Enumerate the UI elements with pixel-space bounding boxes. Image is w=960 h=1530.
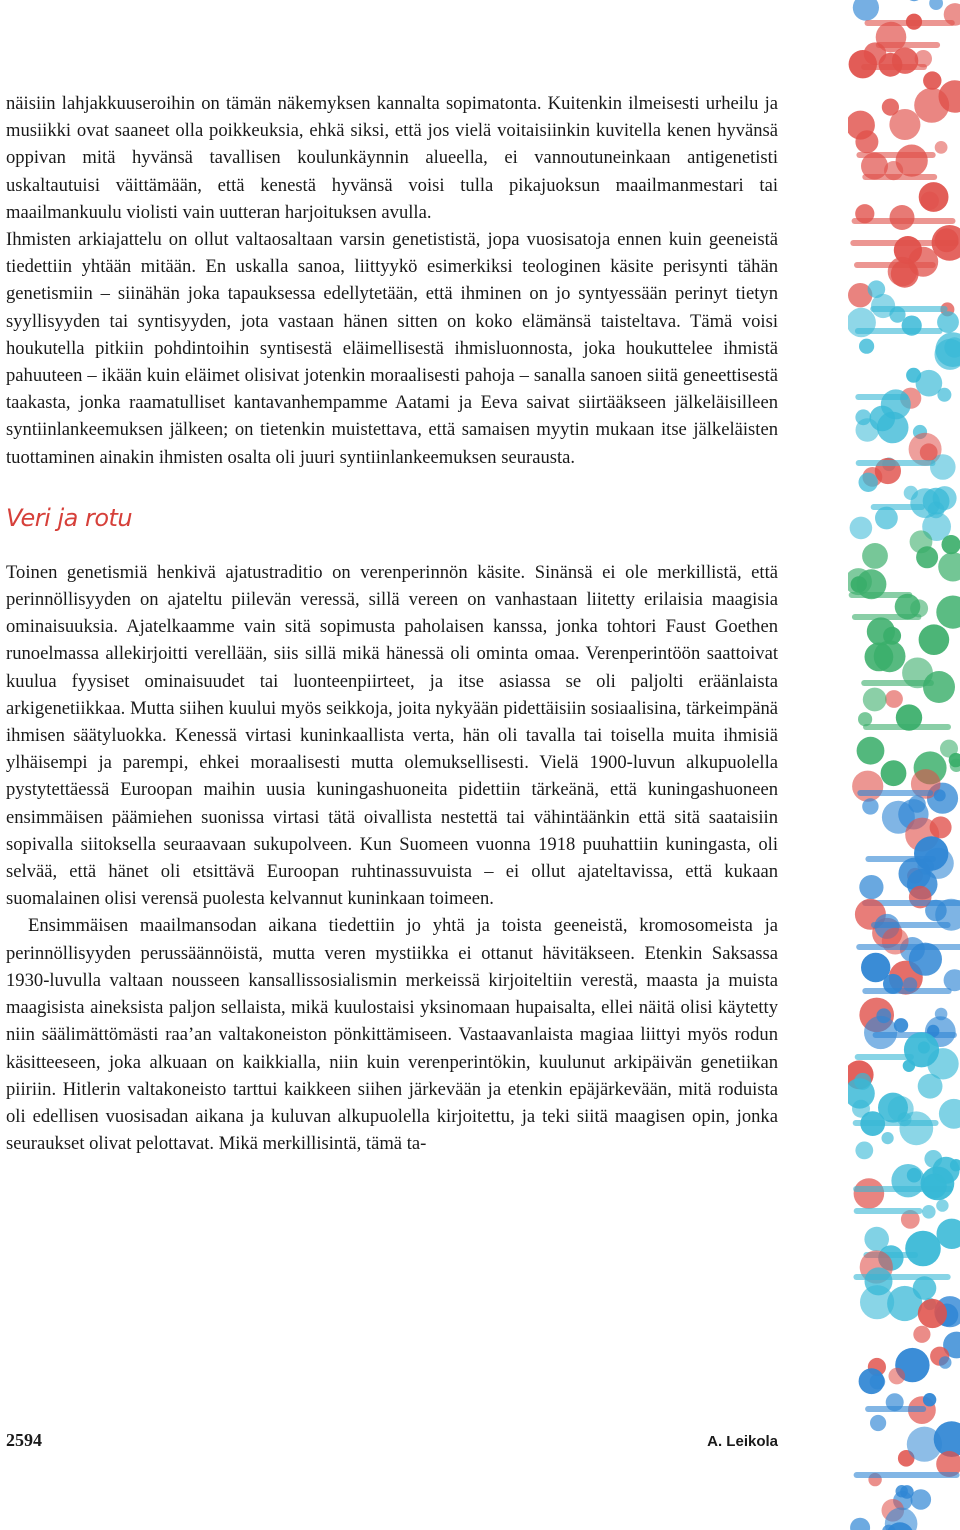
molecule-bond	[852, 218, 956, 224]
molecule-atom	[850, 1518, 870, 1530]
molecule-bond	[876, 42, 940, 48]
molecule-bond	[870, 306, 947, 312]
molecule-atom	[865, 643, 894, 672]
molecule-atom	[939, 1356, 952, 1369]
molecule-atom	[859, 339, 874, 354]
paragraph: Toinen genetismiä henkivä ajatustraditio on verenperinnön käsite. Sinänsä ei ole merkillistä, että perinnöllisyyden on ajateltu piilevän veressä, sillä vereen on vanhastaan liitetty erilaisia maagisia ominaisuuksia. Ajatelkaamme vain sitä sopimusta paholaisen kanssa, jonka tohtori Faust Goethen runoelmassa allekirjoitti verellään, siis sillä mikä hänessä oli ominta omaa. Verenperintöön saattoivat kuulua fyysiset ominaisuudet tai luonteenpiirteet, ja itse asiassa se oli paljolti eräänlaista arkigenetiikkaa. Mutta siihen kuului myös seikkoja, joita nykyään pidettäisiin sosiaalisina, tärkeimpänä ihmisen säätyluokka. Kenessä virtasi kuninkaallista verta, hän oli tavalla tai toisella muita ihmisiä ylhäisempi ja parempi, ehkei moraalisesti mutta olemuksellisesti. Vielä 1900-luvun alkupuolella pystytettäessä Euroopan maihin uusia kuningashuoneita pidettiin tärkeänä, että kuningashuoneen ensimmäisen päämiehen suonissa virtasi tätä oivallista nestettä tai vähintäänkin että sitä saataisiin sopivalla siitoksella seuraavaan sukupolveen. Kun Suomeen vuonna 1918 puuhattiin kuningasta, oli selvää, että hänet oli etsittävä Euroopan ruhtinassuvuista – ei ollut ajateltavissa, että kukaan suomalainen olisi verensä puolesta kelvannut kuninkaan toimeen.	[6, 561, 778, 910]
molecule-bond	[855, 328, 943, 334]
molecule-bond	[862, 174, 937, 180]
molecule-bond	[863, 724, 951, 730]
molecule-atom	[923, 71, 941, 89]
molecule-atom	[934, 789, 946, 801]
molecule-atom	[905, 0, 923, 1]
molecule-bond	[853, 1274, 950, 1280]
molecule-atom	[870, 1374, 886, 1390]
paragraph: Ihmisten arkiajattelu on ollut valtaosaltaan varsin genetististä, jopa vuosisatoja ennen kuin geeneistä tiedettiin yhtään mitään. En uskalla sanoa, liittyykö esimerkiksi teologinen käsite perisynti tähän genetismiin – siinähän joka tapauksessa edellytetään, että ihminen on jo syntyessään perinyt tietyn syyllisyyden tai syntisyyden, jota vastaan hänen sitten on koko elämänsä taisteltava. Tämä voisi houkutella pitkiin pohdintoihin syntisestä eläimellisestä ihmisluonnosta, joka houkuttelee ihmistä pahuuteen – ikään kuin eläimet olisivat jotenkin moraalisesti pahoja – sanalla sanoen siitä geneettisestä taakasta, jonka raamatulliset kantavanhempamme Aatami ja Eeva saivat siirtääkseen jälkeläisilleen syntiinlankeemuksen jälkeen; on tietenkin muistettava, että samaisen myytin mukaan itse jälkeläisten tuottaminen ainakin ihmisten osalta oli juuri syntiinlankeemuksen seurausta.	[6, 229, 778, 468]
molecule-atom	[859, 875, 883, 899]
molecule-atom	[909, 943, 942, 976]
molecule-atom	[881, 760, 907, 786]
article-body	[6, 90, 778, 1157]
molecule-atom	[875, 507, 898, 530]
molecule-atom	[859, 473, 878, 492]
molecule-atom	[929, 0, 943, 10]
molecule-atom	[920, 443, 938, 461]
molecule-atom	[944, 969, 960, 991]
molecule-bond	[861, 64, 927, 70]
molecule-atom	[919, 624, 950, 655]
molecule-atom	[852, 771, 883, 802]
molecule-atom	[904, 1032, 939, 1067]
molecule-atom	[885, 690, 903, 708]
molecule-bond	[855, 394, 908, 400]
molecule-atom	[913, 1326, 930, 1343]
molecular-model-image	[848, 0, 960, 1530]
molecule-bond	[854, 1208, 923, 1214]
molecule-bond	[865, 20, 955, 26]
molecule-atom	[910, 530, 933, 553]
molecule-atom	[882, 1132, 894, 1144]
molecule-bond	[853, 1120, 939, 1126]
molecule-atom	[907, 1427, 942, 1462]
molecule-bond	[854, 262, 936, 268]
molecule-atom	[923, 1393, 936, 1406]
molecule-atom	[890, 205, 915, 230]
molecule-bond	[865, 1406, 926, 1412]
molecule-atom	[850, 517, 873, 540]
footer-author: A. Leikola	[707, 1433, 778, 1450]
molecule-atom	[914, 88, 949, 123]
molecule-atom	[906, 368, 921, 383]
molecule-bond	[871, 504, 925, 510]
molecule-bond	[854, 1472, 960, 1478]
molecule-atom	[905, 1231, 941, 1267]
molecule-atom	[939, 1099, 960, 1129]
molecule-atom	[856, 418, 880, 442]
molecule-atom	[855, 1142, 873, 1160]
molecule-atom	[942, 535, 960, 554]
molecule-atom	[863, 688, 887, 712]
molecule-bond	[853, 1186, 953, 1192]
molecule-atom	[862, 543, 888, 569]
molecule-bond	[861, 680, 934, 686]
molecule-atom	[851, 576, 867, 592]
molecule-atom	[857, 737, 885, 765]
molecule-bond	[865, 856, 935, 862]
molecule-atom	[935, 141, 948, 154]
molecule-atom	[918, 1074, 943, 1099]
molecule-bond	[855, 1054, 914, 1060]
molecule-bond	[856, 944, 960, 950]
molecule-atom	[889, 109, 920, 140]
molecule-atom	[899, 1111, 933, 1145]
paragraph: Ensimmäisen maailmansodan aikana tiedettiin jo yhtä ja toista geeneistä, kromosomeista ja perinnöllisyyden perussäännöistä, mutta veren mystiikka ei ottanut hävitäkseen. Etenkin Saksassa 1930-luvulla valtaan nousseen kansallissosialismin merkeissä kirjoiteltiin verestä, maasta ja muista maagisista aineksista paljon sellaista, mikä kuulostaisi yksinomaan hupaisalta, ellei näitä olisi käytetty niin säälimättömästi raa’an valtakoneiston pönkittämiseen. Vastaavanlaista magiaa liittyi myös rodun käsitteeseen, joka alkuaan on kaikkialla, niin kuin verenperintökin, kuulunut arkipäivän genetiikan piiriin. Hitlerin valtakoneisto tarttui kaikkeen siihen järkevään ja etenkin epäjärkevään, mitä roduista oli edellisen vuosisadan aikana ja kuluvan alkupuolella kirjoitettu, ja teki siitä maagisen opin, jonka seuraukset olivat pelottavat. Mikä merkillisintä, tämä ta-	[6, 915, 778, 1155]
molecule-bond	[857, 790, 933, 796]
molecule-atom	[899, 858, 931, 890]
molecule-atom	[882, 928, 909, 955]
molecule-atom	[887, 1286, 922, 1321]
molecule-atom	[889, 1368, 906, 1385]
molecule-atom	[921, 192, 939, 210]
molecule-atom	[937, 388, 951, 402]
molecule-atom	[891, 1164, 924, 1197]
molecule-bond	[862, 988, 951, 994]
molecule-atom	[938, 552, 960, 581]
molecule-atom	[870, 1415, 886, 1431]
molecule-atom	[922, 1205, 936, 1219]
molecule-atom	[936, 596, 960, 629]
molecule-atom	[854, 1178, 885, 1209]
molecule-bond	[856, 460, 936, 466]
page-number: 2594	[6, 1430, 42, 1450]
molecule-atom	[936, 1199, 948, 1211]
paragraph: näisiin lahjakkuuseroihin on tämän näkemyksen kannalta sopimatonta. Kuitenkin ilmeisesti urheilu ja musiikki ovat saaneet olla poikkeuksia, ehkä siksi, että jos vielä voitaisiinkin kuvitella kenen hyvänsä oppivan mitä hyvänsä tavallisen koulunkäynnin alueella, ei vannoutuneinkaan antigenetisti uskaltautuisi väittämään, että kenestä hyvänsä voisi tulla pikajuoksun maailmanmestari tai maailmankuulu violisti vain uutteran harjoituksen avulla.	[6, 93, 778, 223]
molecule-atom	[896, 1485, 908, 1497]
molecule-atom	[918, 1299, 947, 1328]
molecule-atom	[911, 1489, 932, 1510]
molecule-atom	[862, 798, 878, 814]
molecule-bond	[871, 922, 951, 928]
molecule-atom	[853, 0, 879, 21]
molecule-bond	[850, 240, 958, 246]
section-heading: Veri ja rotu	[6, 503, 133, 532]
